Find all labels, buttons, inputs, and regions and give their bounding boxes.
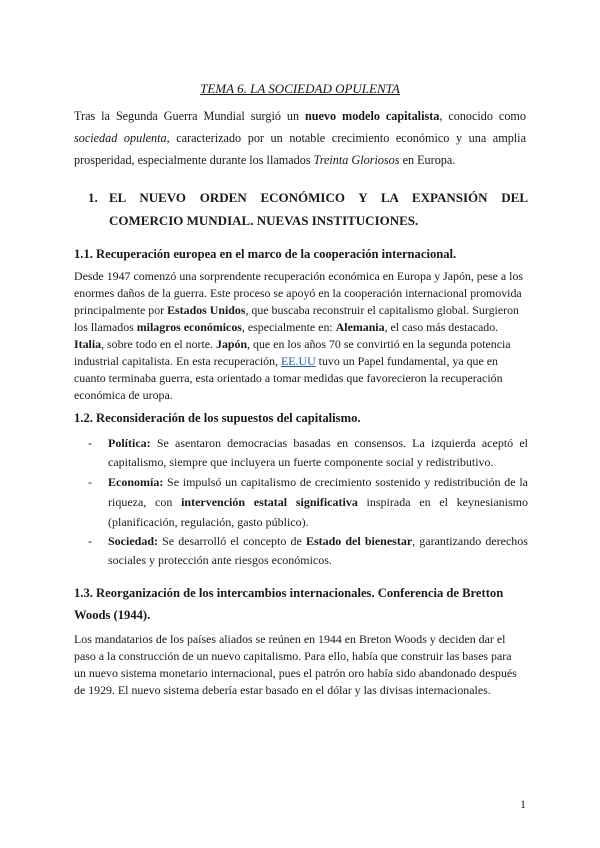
list-item-sociedad: - Sociedad: Se desarrolló el concepto de Estado del bienestar, garantizando derechos sociales y protección ante riesgos económicos.: [88, 534, 528, 567]
paragraph-1-3: Los mandatarios de los países aliados se reúnen en 1944 en Breton Woods y deciden dar el paso a la construcción de un nuevo capitalismo. Para ello, había que construir las bases para un nuevo sistema monetario internacional, pues el patrón oro había sido abandonado después de 1929. El nuevo sistema debería estar basado en el dólar y las divisas internacionales.: [74, 632, 517, 697]
list-item-economia: - Economía: Se impulsó un capitalismo de crecimiento sostenido y redistribución de la riqueza, con intervención estatal significativa inspirada en el keynesianismo (planificación, regulación, gasto público).: [88, 475, 528, 529]
paragraph-1-1: Desde 1947 comenzó una sorprendente recuperación económica en Europa y Japón, pese a los enormes daños de la guerra. Este proceso se apoyó en la cooperación internacional promovida principalmente por Estados Unidos, que buscaba reconstruir el capitalismo global. Surgieron los llamados milagros económicos, especialmente en: Alemania, el caso más destacado. Italia, sobre todo en el norte. Japón, que en los años 70 se convirtió en la segunda potencia industrial capitalista. En esta recuperación, EE.UU tuvo un Papel fundamental, ya que en cuanto terminaba guerra, esta orientado a tomar medidas que favorecieron la recuperación económica de uropa.: [74, 269, 524, 402]
capitalism-bullet-list: [88, 434, 528, 570]
intro-paragraph: Tras la Segunda Guerra Mundial surgió un nuevo modelo capitalista, conocido como sociedad opulenta, caracterizado por un notable crecimiento económico y una amplia prosperidad, especialmente durante los llamados Treinta Gloriosos en Europa.: [74, 109, 526, 167]
page-number: 1: [520, 797, 526, 811]
subheading-1-2: 1.2. Reconsideración de los supuestos del capitalismo.: [74, 411, 361, 425]
section-title: EL NUEVO ORDEN ECONÓMICO Y LA EXPANSIÓN DEL COMERCIO MUNDIAL. NUEVAS INSTITUCIONES.: [109, 190, 528, 228]
subheading-1-3: 1.3. Reorganización de los intercambios internacionales. Conferencia de Bretton Woods (1944).: [74, 586, 504, 622]
section-number: 1.: [88, 190, 98, 205]
section-heading-1: [88, 186, 528, 232]
subheading-1-1: 1.1. Recuperación europea en el marco de la cooperación internacional.: [74, 247, 457, 261]
page-title: TEMA 6. LA SOCIEDAD OPULENTA: [200, 81, 400, 96]
usa-link[interactable]: EE.UU: [281, 354, 316, 368]
list-item-politica: - Política: Se asentaron democracias basadas en consensos. La izquierda aceptó el capitalismo, siempre que incluyera un fuerte componente social y redistributivo.: [88, 436, 528, 469]
